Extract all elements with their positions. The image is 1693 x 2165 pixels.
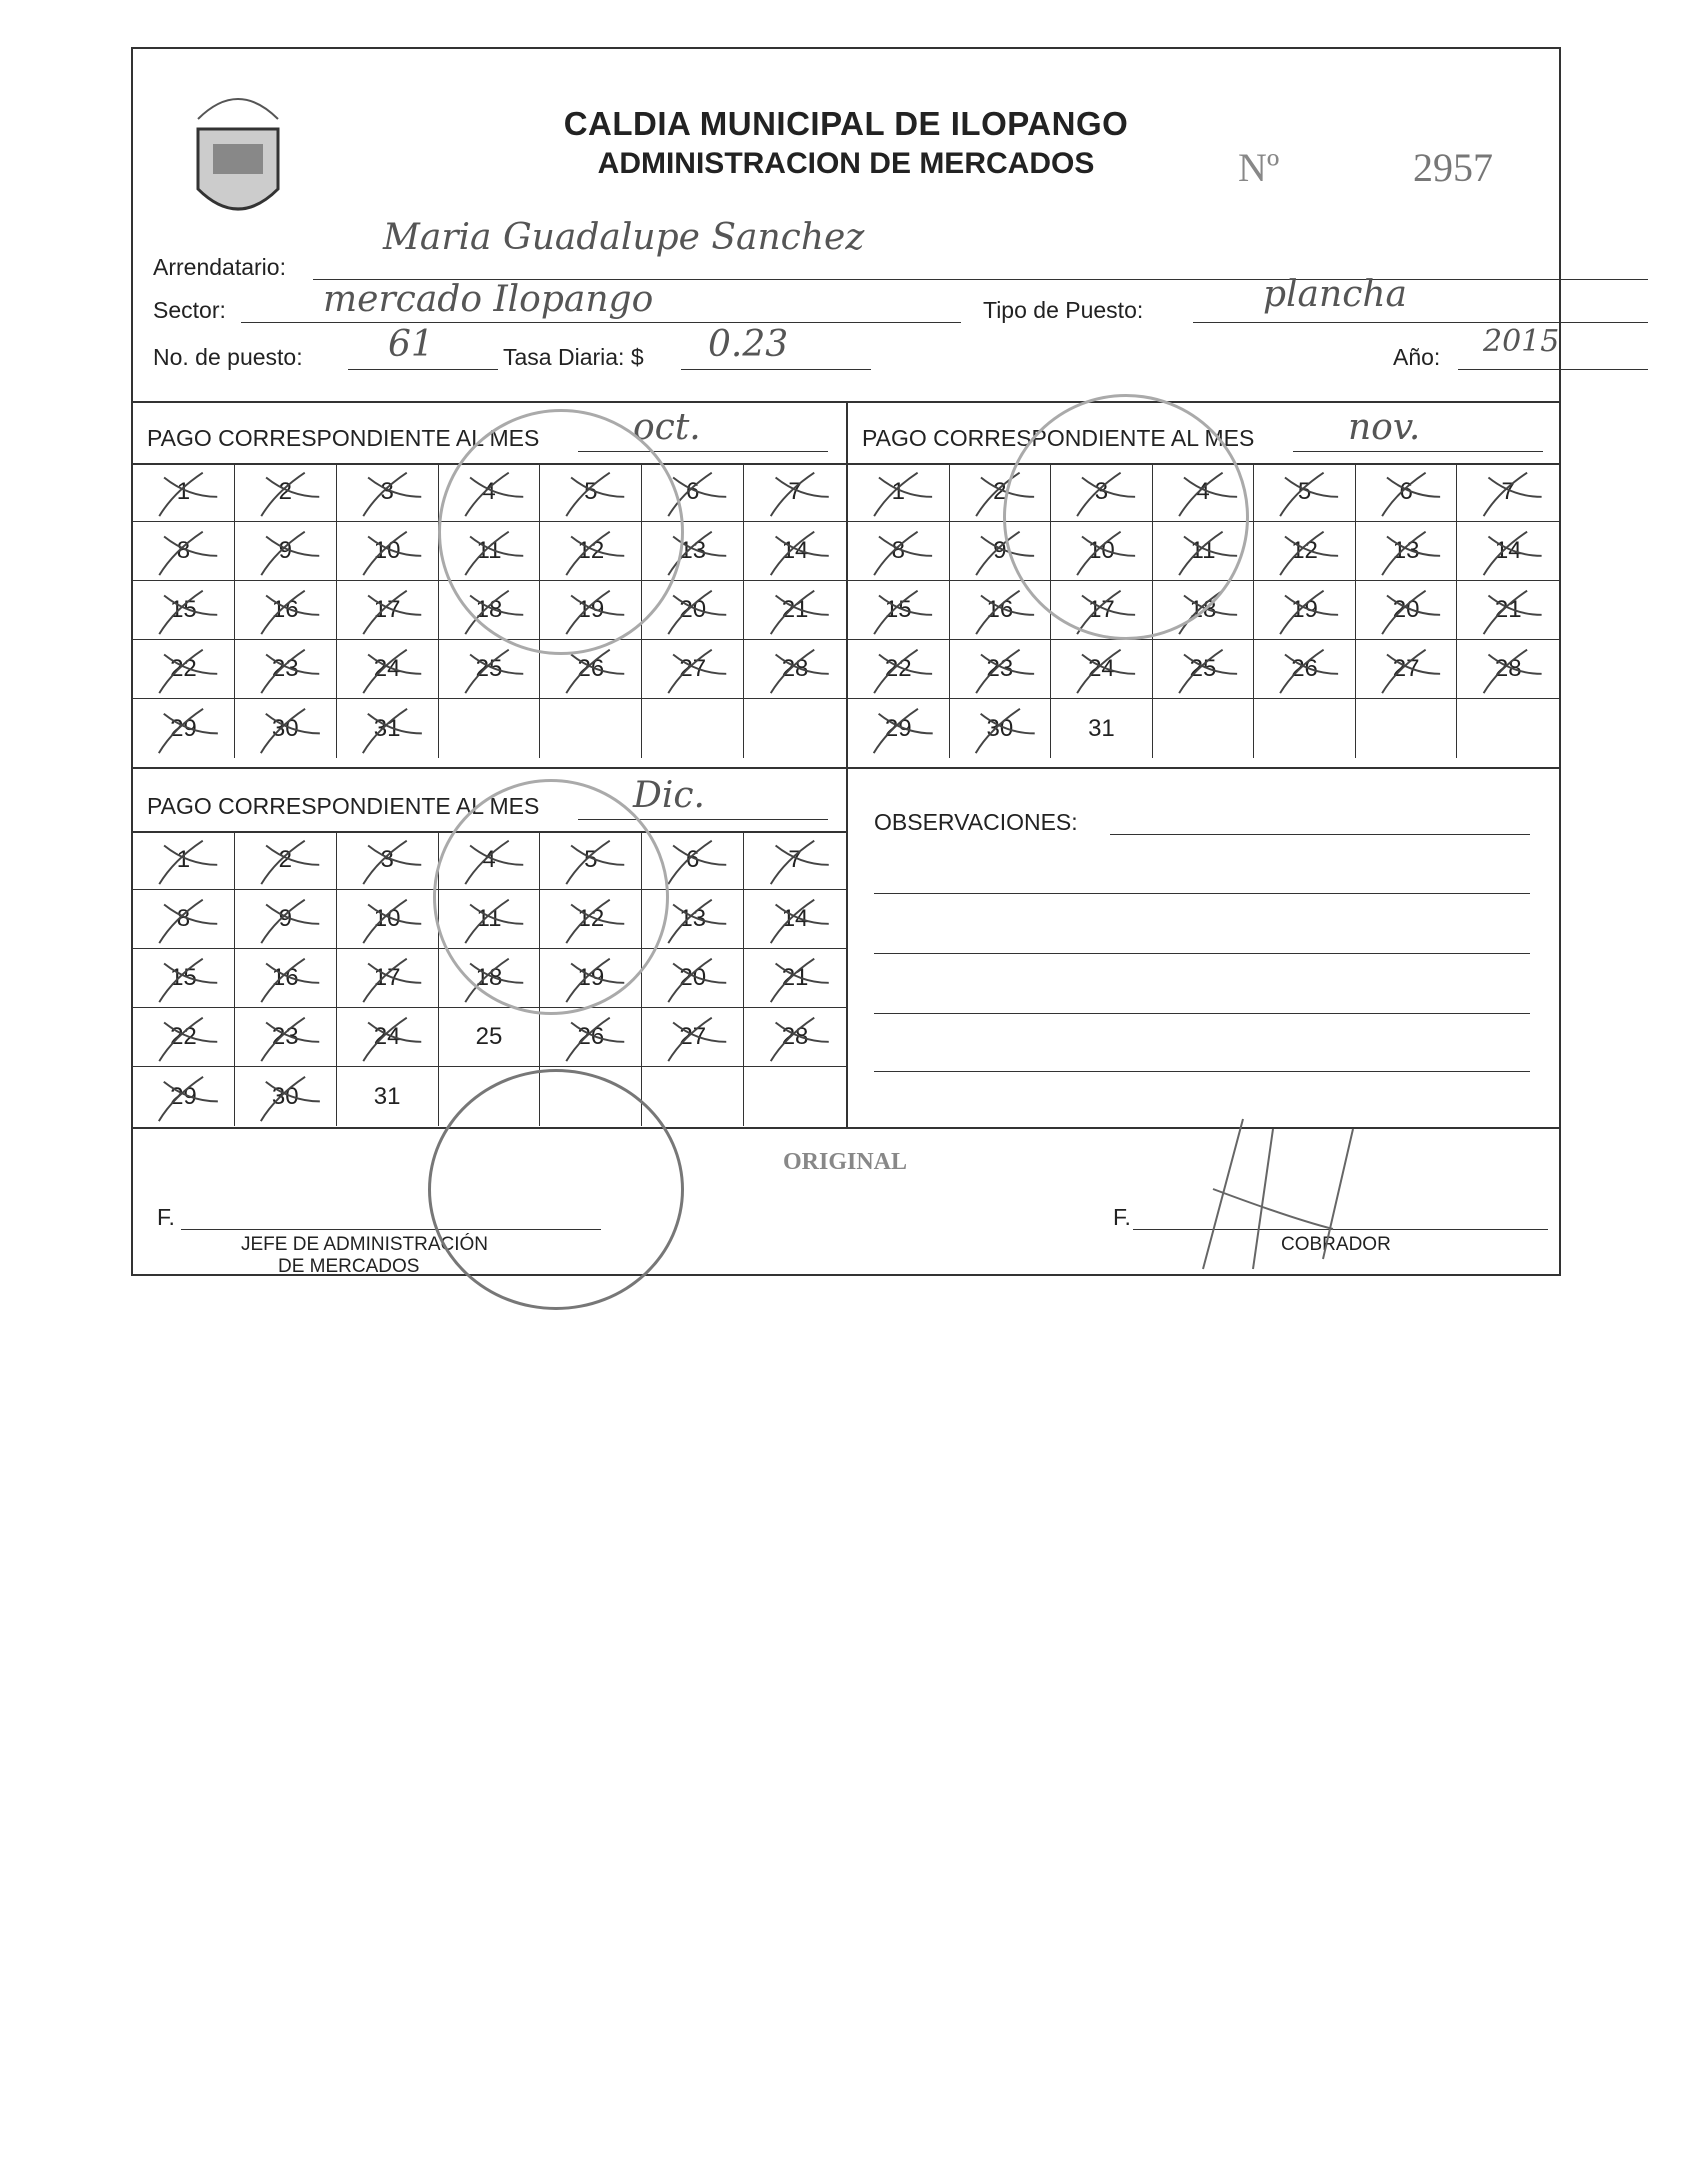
paid-mark-icon <box>235 522 336 580</box>
day-cell <box>1051 699 1153 758</box>
paid-mark-icon <box>744 522 846 580</box>
empty-cell <box>540 699 642 758</box>
day-number: 25 <box>1189 655 1217 682</box>
day-cell <box>1457 463 1559 522</box>
day-cell <box>235 949 337 1008</box>
day-number: 15 <box>170 596 197 623</box>
day-cell <box>642 949 744 1008</box>
paid-mark-icon <box>950 640 1051 698</box>
day-cell <box>848 522 950 581</box>
day-number: 12 <box>577 905 605 932</box>
paid-mark-icon <box>848 581 949 639</box>
day-number: 14 <box>1494 537 1522 564</box>
day-number: 30 <box>986 714 1014 742</box>
day-number: 3 <box>380 846 394 873</box>
day-number: 22 <box>170 655 197 682</box>
day-number: 29 <box>884 714 912 742</box>
day-cell <box>337 949 439 1008</box>
day-number: 19 <box>577 596 605 623</box>
day-cell <box>1356 463 1458 522</box>
day-cell <box>133 699 235 758</box>
tipo-puesto-label: Tipo de Puesto: <box>983 297 1144 323</box>
day-number: 4 <box>482 478 496 505</box>
day-number: 2 <box>278 846 292 873</box>
paid-mark-icon <box>642 1008 743 1066</box>
day-cell <box>235 890 337 949</box>
paid-mark-icon <box>1356 640 1457 698</box>
day-cell <box>235 522 337 581</box>
paid-mark-icon <box>642 949 743 1007</box>
paid-mark-icon <box>1356 463 1457 521</box>
day-number: 21 <box>781 596 809 623</box>
day-cell <box>133 581 235 640</box>
day-number: 26 <box>577 1023 605 1050</box>
paid-mark-icon <box>133 890 234 948</box>
day-number: 24 <box>373 1023 401 1050</box>
day-number: 25 <box>475 1023 503 1050</box>
month-label: PAGO CORRESPONDIENTE AL MES <box>862 425 1255 451</box>
empty-cell <box>1153 699 1255 758</box>
paid-mark-icon <box>235 890 336 948</box>
day-number: 19 <box>577 964 605 991</box>
empty-cell <box>1457 699 1559 758</box>
day-number: 1 <box>891 478 905 505</box>
day-cell <box>950 640 1052 699</box>
day-number: 19 <box>1291 596 1318 623</box>
paid-mark-icon <box>744 581 846 639</box>
day-cell <box>744 949 846 1008</box>
paid-mark-icon <box>235 1008 336 1066</box>
day-number: 31 <box>373 714 401 742</box>
day-cell <box>1457 581 1559 640</box>
paid-mark-icon <box>337 1008 438 1066</box>
paid-mark-icon <box>744 463 846 521</box>
day-cell <box>235 1008 337 1067</box>
day-number: 8 <box>176 905 191 932</box>
paid-mark-icon <box>1153 640 1254 698</box>
day-number: 3 <box>1094 478 1109 505</box>
paid-mark-icon <box>235 463 336 521</box>
observaciones-section <box>848 769 1559 1127</box>
day-number: 24 <box>1088 655 1115 682</box>
paid-mark-icon <box>1254 581 1355 639</box>
cancelado-stamp-dic <box>433 779 669 1015</box>
day-cell <box>848 463 950 522</box>
sector-value: mercado Ilopango <box>323 279 654 320</box>
day-number: 23 <box>271 1023 299 1050</box>
puesto-label: No. de puesto: <box>153 344 303 370</box>
day-number: 14 <box>781 905 809 932</box>
empty-cell <box>1356 699 1458 758</box>
day-cell <box>133 640 235 699</box>
observaciones-label: OBSERVACIONES: <box>874 809 1078 835</box>
day-cell <box>133 1067 235 1126</box>
sector-label: Sector: <box>153 297 226 323</box>
day-number: 18 <box>475 964 503 991</box>
arrendatario-label: Arrendatario: <box>153 254 286 280</box>
day-number: 28 <box>781 655 809 682</box>
day-cell <box>235 640 337 699</box>
day-number: 27 <box>1392 655 1420 682</box>
paid-mark-icon <box>235 1067 336 1126</box>
day-number: 18 <box>1189 596 1217 623</box>
day-number: 10 <box>373 905 401 932</box>
paid-mark-icon <box>1457 522 1559 580</box>
day-number: 13 <box>679 537 707 564</box>
paid-mark-icon <box>744 890 846 948</box>
paid-mark-icon <box>744 831 846 889</box>
market-payment-form <box>131 47 1561 1276</box>
day-cell <box>337 699 439 758</box>
day-number: 20 <box>679 596 707 623</box>
paid-mark-icon <box>744 949 846 1007</box>
paid-mark-icon <box>133 522 234 580</box>
day-cell <box>1051 640 1153 699</box>
jefe-label-1: JEFE DE ADMINISTRACIÓN <box>241 1234 489 1255</box>
arrendatario-value: Maria Guadalupe Sanchez <box>383 217 865 258</box>
day-cell <box>235 831 337 890</box>
day-number: 26 <box>577 655 605 682</box>
day-cell <box>235 1067 337 1126</box>
paid-mark-icon <box>133 949 234 1007</box>
day-number: 5 <box>584 478 598 505</box>
day-number: 7 <box>1501 478 1515 505</box>
f-label-jefe: F. <box>157 1204 175 1230</box>
paid-mark-icon <box>235 831 336 889</box>
day-cell <box>540 1008 642 1067</box>
day-number: 11 <box>1190 537 1216 564</box>
day-number: 23 <box>271 655 299 682</box>
day-number: 25 <box>475 655 503 682</box>
day-number: 16 <box>271 964 299 991</box>
day-number: 16 <box>271 596 299 623</box>
paid-mark-icon <box>235 640 336 698</box>
empty-cell <box>439 699 541 758</box>
anio-value: 2015 <box>1483 324 1560 359</box>
day-number: 18 <box>475 596 503 623</box>
paid-mark-icon <box>337 581 438 639</box>
day-number: 11 <box>476 905 502 932</box>
paid-mark-icon <box>133 1067 234 1126</box>
day-number: 4 <box>482 846 496 873</box>
day-cell <box>337 890 439 949</box>
municipal-round-seal <box>428 1069 684 1310</box>
paid-mark-icon <box>1457 463 1559 521</box>
day-number: 6 <box>686 478 700 505</box>
empty-cell <box>642 699 744 758</box>
cancelado-stamp-nov <box>1003 394 1249 640</box>
day-number: 10 <box>373 537 401 564</box>
day-cell <box>1457 640 1559 699</box>
day-number: 29 <box>170 714 197 742</box>
empty-cell <box>1254 699 1356 758</box>
day-number: 8 <box>176 537 191 564</box>
paid-mark-icon <box>1356 522 1457 580</box>
day-number: 2 <box>278 478 292 505</box>
paid-mark-icon <box>337 890 438 948</box>
day-cell <box>1254 463 1356 522</box>
paid-mark-icon <box>133 699 234 758</box>
paid-mark-icon <box>642 640 743 698</box>
day-cell <box>337 1067 439 1126</box>
header-title: CALDIA MUNICIPAL DE ILOPANGO <box>563 105 1129 142</box>
day-cell <box>848 699 950 758</box>
day-cell <box>235 699 337 758</box>
paid-mark-icon <box>1051 640 1152 698</box>
day-cell <box>337 463 439 522</box>
day-number: 24 <box>373 655 401 682</box>
paid-mark-icon <box>950 699 1051 758</box>
cobrador-signature <box>1173 1109 1363 1279</box>
day-cell <box>1457 522 1559 581</box>
day-number: 15 <box>170 964 197 991</box>
cancelado-stamp-oct <box>438 409 684 655</box>
day-cell <box>337 831 439 890</box>
day-number: 8 <box>891 537 905 564</box>
day-cell <box>133 949 235 1008</box>
day-cell <box>337 581 439 640</box>
paid-mark-icon <box>235 581 336 639</box>
form-header <box>133 49 1559 403</box>
puesto-value: 61 <box>388 324 434 365</box>
day-cell <box>133 1008 235 1067</box>
paid-mark-icon <box>235 949 336 1007</box>
day-cell <box>848 581 950 640</box>
day-cell <box>950 699 1052 758</box>
day-number: 14 <box>781 537 809 564</box>
paid-mark-icon <box>1254 522 1355 580</box>
paid-mark-icon <box>133 640 234 698</box>
day-cell <box>1254 581 1356 640</box>
tasa-label: Tasa Diaria: $ <box>503 344 644 370</box>
empty-cell <box>744 1067 846 1126</box>
paid-mark-icon <box>848 463 949 521</box>
anio-label: Año: <box>1393 344 1441 370</box>
day-cell <box>1356 522 1458 581</box>
day-number: 9 <box>278 905 292 932</box>
paid-mark-icon <box>744 640 846 698</box>
day-number: 30 <box>271 714 299 742</box>
paid-mark-icon <box>337 831 438 889</box>
month-label: PAGO CORRESPONDIENTE AL MES <box>147 793 540 819</box>
month-label: PAGO CORRESPONDIENTE AL MES <box>147 425 540 451</box>
day-number: 20 <box>679 964 707 991</box>
day-cell <box>235 581 337 640</box>
day-cell <box>133 890 235 949</box>
paid-mark-icon <box>235 699 336 758</box>
paid-mark-icon <box>848 699 949 758</box>
paid-mark-icon <box>744 1008 846 1066</box>
day-cell <box>744 581 846 640</box>
paid-mark-icon <box>337 522 438 580</box>
day-cell <box>133 522 235 581</box>
month-value: Dic. <box>633 775 705 816</box>
day-number: 2 <box>993 478 1007 505</box>
day-number: 13 <box>1392 537 1420 564</box>
day-number: 9 <box>278 537 292 564</box>
day-number: 28 <box>1494 655 1522 682</box>
paid-mark-icon <box>540 1008 641 1066</box>
day-cell <box>642 640 744 699</box>
day-number: 22 <box>170 1023 197 1050</box>
day-number: 7 <box>788 846 802 873</box>
day-cell <box>1254 640 1356 699</box>
paid-mark-icon <box>337 699 438 758</box>
day-cell <box>744 463 846 522</box>
receipt-number: 2957 <box>1413 145 1493 190</box>
day-number: 5 <box>1297 478 1312 505</box>
paid-mark-icon <box>1254 640 1355 698</box>
day-number: 17 <box>373 964 401 991</box>
month-value: oct. <box>633 407 701 448</box>
day-cell <box>744 1008 846 1067</box>
day-cell <box>337 640 439 699</box>
day-number: 30 <box>271 1082 299 1110</box>
cobrador-label: COBRADOR <box>1281 1234 1391 1255</box>
day-number: 10 <box>1088 537 1115 564</box>
day-number: 27 <box>679 655 707 682</box>
day-cell <box>133 463 235 522</box>
day-number: 21 <box>1494 596 1522 623</box>
paid-mark-icon <box>1254 463 1355 521</box>
day-number: 9 <box>993 537 1007 564</box>
day-cell <box>1254 522 1356 581</box>
paid-mark-icon <box>1356 581 1457 639</box>
day-cell <box>1356 640 1458 699</box>
day-number: 23 <box>986 655 1014 682</box>
day-number: 1 <box>176 846 191 873</box>
day-number: 6 <box>686 846 700 873</box>
day-number: 31 <box>373 1082 401 1110</box>
day-cell <box>642 1008 744 1067</box>
day-number: 22 <box>884 655 912 682</box>
day-number: 21 <box>781 964 809 991</box>
day-cell <box>1356 581 1458 640</box>
day-cell <box>744 640 846 699</box>
day-number: 17 <box>373 596 401 623</box>
original-watermark: ORIGINAL <box>783 1149 908 1175</box>
empty-cell <box>744 699 846 758</box>
jefe-label-2: DE MERCADOS <box>278 1256 420 1277</box>
day-number: 17 <box>1088 596 1115 623</box>
header-subtitle: ADMINISTRACION DE MERCADOS <box>597 147 1095 180</box>
day-cell <box>848 640 950 699</box>
day-number: 28 <box>781 1023 809 1050</box>
paid-mark-icon <box>337 949 438 1007</box>
day-cell <box>744 890 846 949</box>
day-cell <box>133 831 235 890</box>
day-number: 12 <box>1291 537 1318 564</box>
paid-mark-icon <box>1457 581 1559 639</box>
day-cell <box>337 522 439 581</box>
paid-mark-icon <box>133 581 234 639</box>
paid-mark-icon <box>133 463 234 521</box>
day-number: 12 <box>577 537 605 564</box>
day-cell <box>439 1008 541 1067</box>
day-cell <box>744 522 846 581</box>
number-label: Nº <box>1238 145 1280 190</box>
paid-mark-icon <box>133 831 234 889</box>
day-number: 31 <box>1088 714 1115 742</box>
day-number: 1 <box>176 478 191 505</box>
day-number: 29 <box>170 1082 197 1110</box>
day-number: 27 <box>679 1023 707 1050</box>
day-number: 3 <box>380 478 394 505</box>
paid-mark-icon <box>848 522 949 580</box>
paid-mark-icon <box>1457 640 1559 698</box>
day-number: 20 <box>1392 596 1420 623</box>
day-number: 11 <box>476 537 502 564</box>
tipo-puesto-value: plancha <box>1263 274 1408 315</box>
day-cell <box>1153 640 1255 699</box>
day-number: 4 <box>1196 478 1210 505</box>
day-number: 5 <box>584 846 598 873</box>
day-number: 15 <box>884 596 912 623</box>
f-label-cobrador: F. <box>1113 1204 1131 1230</box>
paid-mark-icon <box>848 640 949 698</box>
day-cell <box>744 831 846 890</box>
day-cell <box>337 1008 439 1067</box>
day-number: 13 <box>679 905 707 932</box>
day-number: 6 <box>1399 478 1413 505</box>
paid-mark-icon <box>337 640 438 698</box>
paid-mark-icon <box>133 1008 234 1066</box>
day-number: 26 <box>1291 655 1318 682</box>
day-number: 7 <box>788 478 802 505</box>
tasa-value: 0.23 <box>708 324 789 365</box>
day-cell <box>235 463 337 522</box>
paid-mark-icon <box>337 463 438 521</box>
month-value: nov. <box>1348 407 1421 448</box>
day-number: 16 <box>986 596 1014 623</box>
